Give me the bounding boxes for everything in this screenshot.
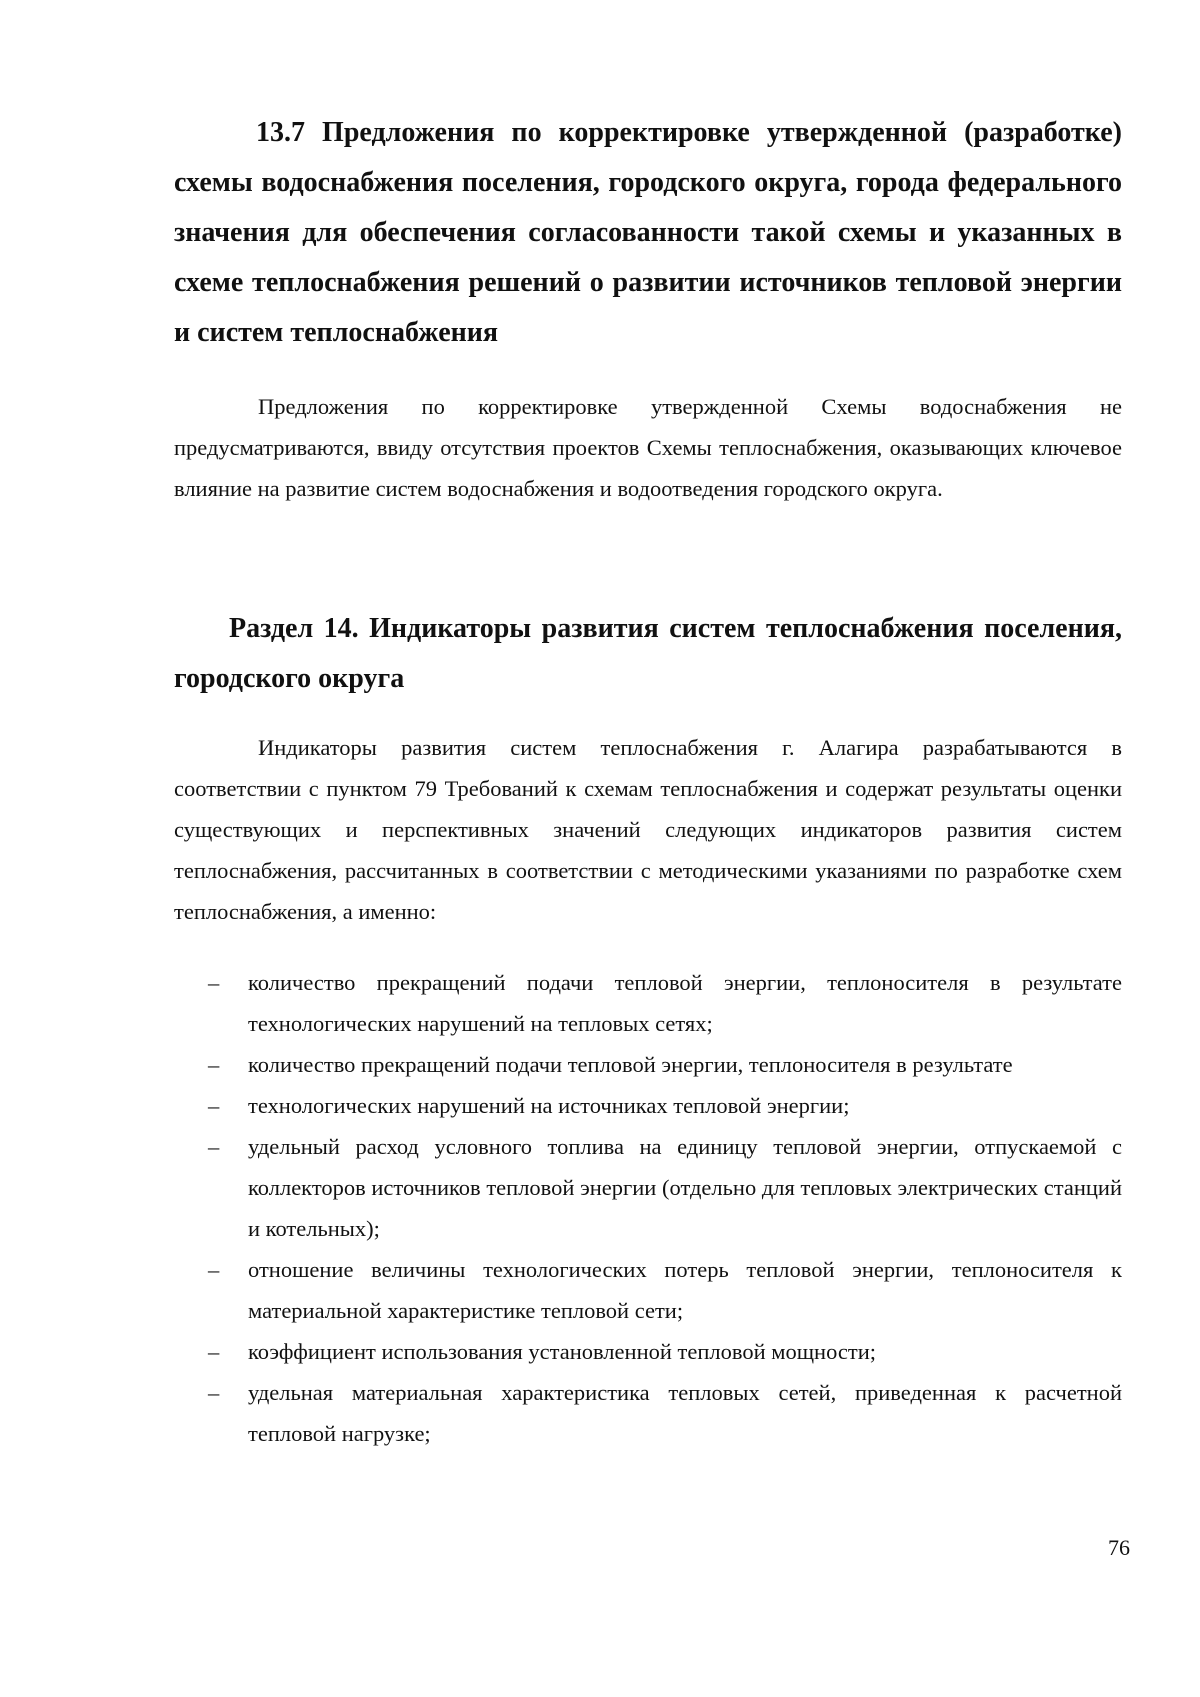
page-content [174, 108, 1122, 1454]
list-item [174, 1331, 1122, 1372]
list-item-text: коэффициент использования установленной тепловой мощности; [248, 1339, 877, 1364]
dash-bullet: – [208, 970, 220, 995]
list-item-text: количество прекращений подачи тепловой энергии, теплоносителя в результате [248, 1052, 1013, 1077]
section-14-heading: Раздел 14. Индикаторы развития систем теплоснабжения поселения, городского округа [174, 613, 1122, 694]
list-item [174, 1085, 1122, 1126]
list-item [174, 962, 1122, 1044]
dash-bullet: – [208, 1339, 220, 1364]
dash-bullet: – [208, 1257, 220, 1282]
list-item [174, 1249, 1122, 1331]
section-13-7-paragraph: Предложения по корректировке утвержденной Схемы водоснабжения не предусматриваются, ввиду отсутствия проектов Схемы теплоснабжения, оказывающих ключевое влияние на развитие систем водоснабжения и водоотведения городского округа. [174, 394, 1122, 501]
list-item [174, 1126, 1122, 1249]
section-14-paragraph: Индикаторы развития систем теплоснабжения г. Алагира разрабатываются в соответствии с пунктом 79 Требований к схемам теплоснабжения и содержат результаты оценки существующих и перспективных значений следующих индикаторов развития систем теплоснабжения, рассчитанных в соответствии с методическими указаниями по разработке схем теплоснабжения, а именно: [174, 735, 1122, 924]
indicator-list [174, 962, 1122, 1454]
list-item-text: технологических нарушений на источниках тепловой энергии; [248, 1093, 850, 1118]
page-number: 76 [1108, 1535, 1130, 1560]
dash-bullet: – [208, 1380, 220, 1405]
dash-bullet: – [208, 1052, 220, 1077]
section-13-7-heading: 13.7 Предложения по корректировке утвержденной (разработке) схемы водоснабжения поселения, городского округа, города федерального значения для обеспечения согласованности такой схемы и указанных в схеме теплоснабжения решений о развитии источников тепловой энергии и систем теплоснабжения [174, 117, 1122, 348]
list-item-text: количество прекращений подачи тепловой энергии, теплоносителя в результате технологических нарушений на тепловых сетях; [248, 970, 1122, 1036]
list-item [174, 1372, 1122, 1454]
list-item-text: отношение величины технологических потерь тепловой энергии, теплоносителя к материальной характеристике тепловой сети; [248, 1257, 1122, 1323]
list-item [174, 1044, 1122, 1085]
list-item-text: удельный расход условного топлива на единицу тепловой энергии, отпускаемой с коллекторов источников тепловой энергии (отдельно для тепловых электрических станций и котельных); [248, 1134, 1122, 1241]
list-item-text: удельная материальная характеристика тепловых сетей, приведенная к расчетной тепловой нагрузке; [248, 1380, 1122, 1446]
dash-bullet: – [208, 1134, 220, 1159]
dash-bullet: – [208, 1093, 220, 1118]
